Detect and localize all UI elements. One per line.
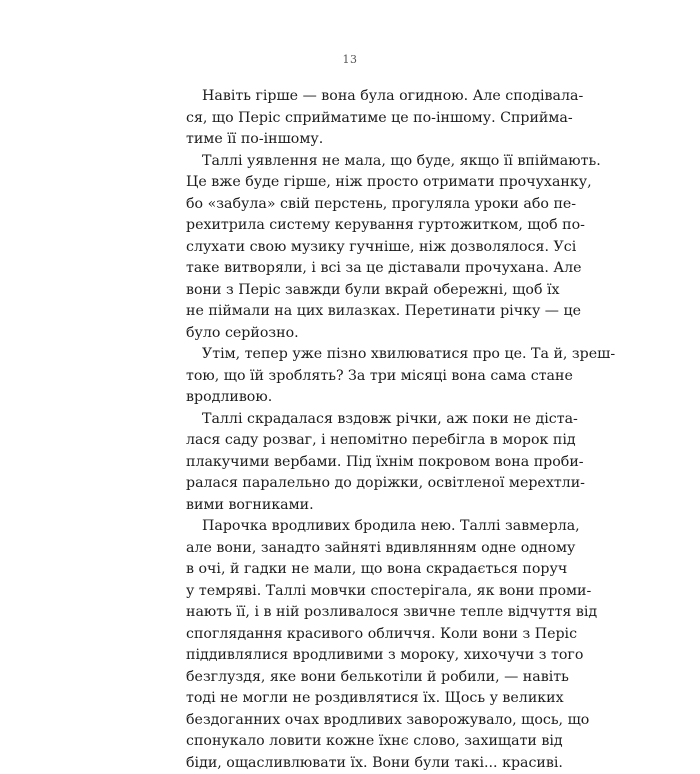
text-line: Навіть гірше — вона була огидною. Але сподівала-	[186, 86, 516, 108]
text-line: піддивлялися вродливими з мороку, хихочучи з того	[186, 645, 516, 667]
text-line: Парочка вродливих бродила нею. Таллі завмерла,	[186, 516, 516, 538]
text-line: вими вогниками.	[186, 495, 516, 517]
text-line: таке витворяли, і всі за це діставали прочухана. Але	[186, 258, 516, 280]
text-line: Це вже буде гірше, ніж просто отримати прочуханку,	[186, 172, 516, 194]
text-line: бо «забула» свій перстень, прогуляла уроки або пе-	[186, 194, 516, 216]
text-line: безглуздя, яке вони белькотіли й робили, — навіть	[186, 667, 516, 689]
text-line: лася саду розваг, і непомітно перебігла в морок під	[186, 430, 516, 452]
page-number: 13	[0, 53, 700, 66]
text-line: ся, що Періс сприйматиме це по-іншому. Сприйма-	[186, 108, 516, 130]
text-line: ралася паралельно до доріжки, освітленої мерехтли-	[186, 473, 516, 495]
text-line: Утім, тепер уже пізно хвилюватися про це. Та й, зреш-	[186, 344, 516, 366]
body-text	[186, 86, 516, 774]
text-line: у темряві. Таллі мовчки спостерігала, як вони проми-	[186, 581, 516, 603]
paragraph	[186, 151, 516, 345]
paragraph	[186, 516, 516, 774]
text-line: рехитрила систему керування гуртожитком, щоб по-	[186, 215, 516, 237]
paragraph	[186, 409, 516, 517]
text-line: плакучими вербами. Під їхнім покровом вона проби-	[186, 452, 516, 474]
text-line: тою, що їй зроблять? За три місяці вона сама стане	[186, 366, 516, 388]
text-line: вони з Періс завжди були вкрай обережні, щоб їх	[186, 280, 516, 302]
text-line: бездоганних очах вродливих заворожувало, щось, що	[186, 710, 516, 732]
text-line: не піймали на цих вилазках. Перетинати річку — це	[186, 301, 516, 323]
text-line: споглядання красивого обличчя. Коли вони з Періс	[186, 624, 516, 646]
text-line: Таллі уявлення не мала, що буде, якщо її впіймають.	[186, 151, 516, 173]
paragraph	[186, 344, 516, 409]
text-line: Таллі скрадалася вздовж річки, аж поки не діста-	[186, 409, 516, 431]
text-line: було серйозно.	[186, 323, 516, 345]
text-line: але вони, занадто зайняті вдивлянням одне одному	[186, 538, 516, 560]
text-line: слухати свою музику гучніше, ніж дозволялося. Усі	[186, 237, 516, 259]
text-line: в очі, й гадки не мали, що вона скрадається поруч	[186, 559, 516, 581]
text-line: спонукало ловити кожне їхнє слово, захищати від	[186, 731, 516, 753]
paragraph	[186, 86, 516, 151]
text-line: тиме її по-іншому.	[186, 129, 516, 151]
text-line: нають її, і в ній розливалося звичне тепле відчуття від	[186, 602, 516, 624]
text-line: вродливою.	[186, 387, 516, 409]
text-line: біди, ощасливлювати їх. Вони були такі... красиві.	[186, 753, 516, 774]
text-line: тоді не могли не роздивлятися їх. Щось у великих	[186, 688, 516, 710]
